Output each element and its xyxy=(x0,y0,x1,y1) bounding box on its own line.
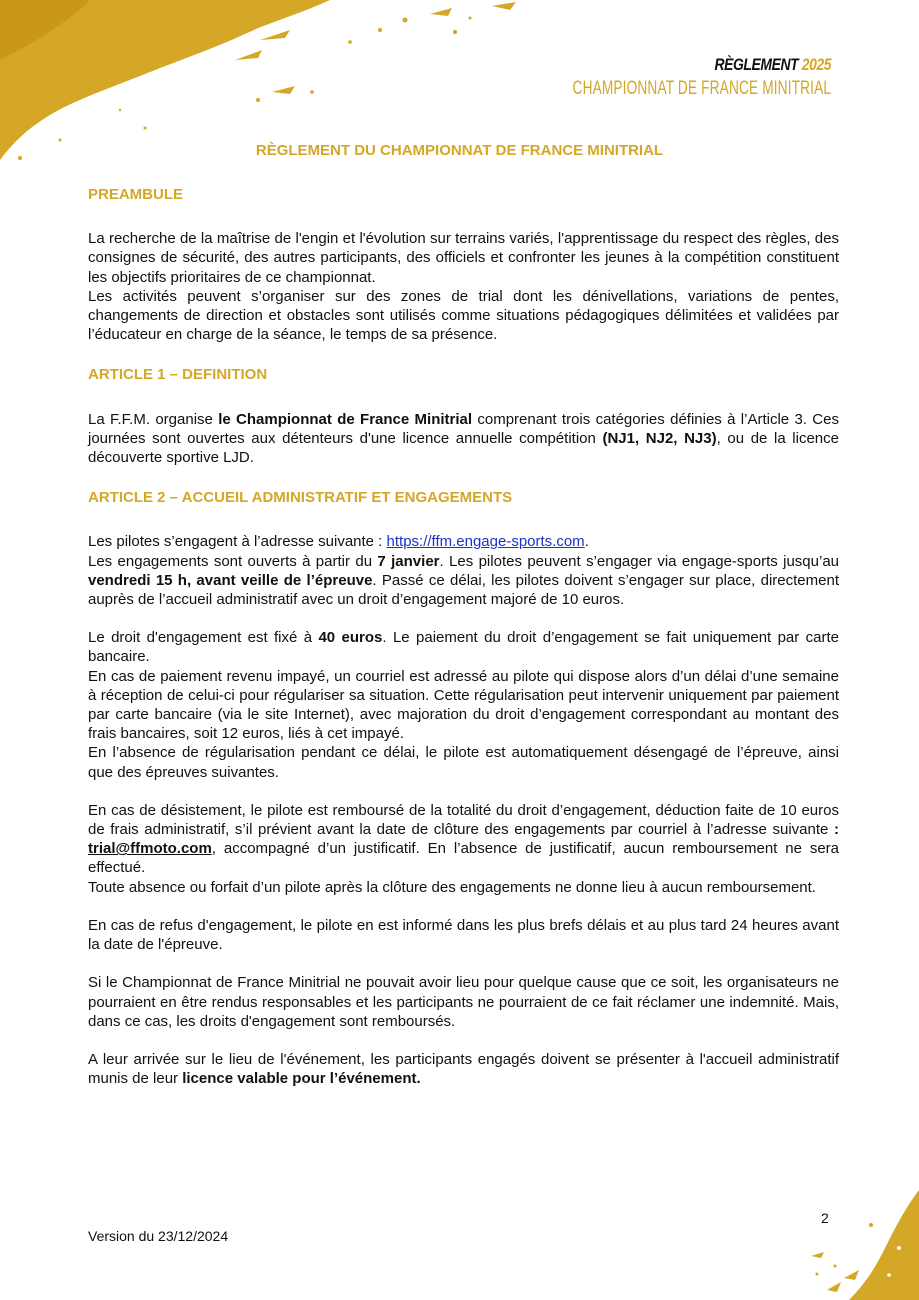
article-2-paragraph-5: En l’absence de régularisation pendant ce délai, le pilote est automatiquement désengagé de l’épreuve, ainsi que des épreuves suivantes. xyxy=(88,744,839,781)
section-heading-article-2: ARTICLE 2 – ACCUEIL ADMINISTRATIF ET ENGAGEMENTS xyxy=(88,489,513,507)
brand-reglement: RÈGLEMENT xyxy=(714,55,799,74)
brand-title xyxy=(537,56,831,73)
article-2-paragraph-6: En cas de désistement, le pilote est remboursé de la totalité du droit d’engagement, déduction faite de 10 euros de frais administratif, s’il prévient avant la date de clôture des engagements par courriel à l’adresse suivante : trial@ffmoto.com, accompagné d’un justificatif. En l’absence de justificatif, aucun remboursement ne sera effectué. xyxy=(88,801,839,877)
trial-email-link[interactable]: trial@ffmoto.com xyxy=(88,840,212,858)
section-heading-preambule: PREAMBULE xyxy=(88,186,184,203)
article-2-paragraph-7: Toute absence ou forfait d’un pilote après la clôture des engagements ne donne lieu à aucun remboursement. xyxy=(88,878,816,896)
article-2-paragraph-3: Le droit d'engagement est fixé à 40 euros. Le paiement du droit d’engagement se fait uniquement par carte bancaire. xyxy=(88,629,839,666)
page-number: 2 xyxy=(821,1210,829,1226)
article-2-paragraph-2: Les engagements sont ouverts à partir du 7 janvier. Les pilotes peuvent s’engager via engage-sports jusqu’au vendredi 15 h, avant veille de l’épreuve. Passé ce délai, les pilotes doivent s’engager sur place, directement auprès de l’accueil administratif avec un droit d’engagement majoré de 10 euros. xyxy=(88,552,839,609)
brand-year: 2025 xyxy=(801,55,831,74)
document-body xyxy=(88,185,839,1088)
engage-sports-link[interactable]: https://ffm.engage-sports.com xyxy=(386,533,585,551)
corner-decoration-bottom-right xyxy=(749,1190,919,1300)
article-2-paragraph-10: A leur arrivée sur le lieu de l'événement, les participants engagés doivent se présenter à l'accueil administratif munis de leur licence valable pour l’événement. xyxy=(88,1050,839,1088)
document-title: RÈGLEMENT DU CHAMPIONNAT DE FRANCE MINITRIAL xyxy=(255,142,664,159)
article-2-paragraph-9: Si le Championnat de France Minitrial ne pouvait avoir lieu pour quelque cause que ce soit, les organisateurs ne pourraient en être rendus responsables et les participants ne pourraient de ce fait réclamer une indemnité. Mais, dans ce cas, les droits d'engagement sont remboursés. xyxy=(88,974,839,1030)
article-2-paragraph-8: En cas de refus d'engagement, le pilote en est informé dans les plus brefs délais et au plus tard 24 heures avant la date de l'épreuve. xyxy=(88,916,839,954)
preambule-paragraph-1: La recherche de la maîtrise de l'engin et l'évolution sur terrains variés, l'apprentissage du respect des règles, des consignes de sécurité, des autres participants, des officiels et confronter les jeunes à la compétition constituent les objectifs prioritaires de ce championnat. xyxy=(88,230,839,286)
article-2-paragraph-4: En cas de paiement revenu impayé, un courriel est adressé au pilote qui dispose alors d’un délai d’une semaine à réception de celui-ci pour régulariser sa situation. Cette régularisation peut intervenir uniquement par paiement par carte bancaire (via le site Internet), avec majoration du droit d’engagement correspondant au montant des frais bancaires, soit 12 euros, liés à cet impayé. xyxy=(88,667,839,743)
preambule-paragraph-2: Les activités peuvent s’organiser sur des zones de trial dont les dénivellations, variations de pentes, changements de direction et obstacles sont utilisés comme situations pédagogiques délimitées et validées par l’éducateur en charge de la séance, le temps de sa présence. xyxy=(88,287,839,344)
footer-version: Version du 23/12/2024 xyxy=(88,1228,229,1244)
header-brand xyxy=(472,56,831,98)
article-1-paragraph: La F.F.M. organise le Championnat de France Minitrial comprenant trois catégories définies à l’Article 3. Ces journées sont ouvertes aux détenteurs d'une licence annuelle compétition (NJ1, NJ2, NJ3), ou de la licence découverte sportive LJD. xyxy=(88,410,839,467)
brand-subtitle: CHAMPIONNAT DE FRANCE MINITRIAL xyxy=(572,78,831,99)
section-heading-article-1: ARTICLE 1 – DEFINITION xyxy=(88,366,268,384)
article-2-paragraph-1: Les pilotes s’engagent à l’adresse suivante : https://ffm.engage-sports.com. xyxy=(88,533,589,551)
